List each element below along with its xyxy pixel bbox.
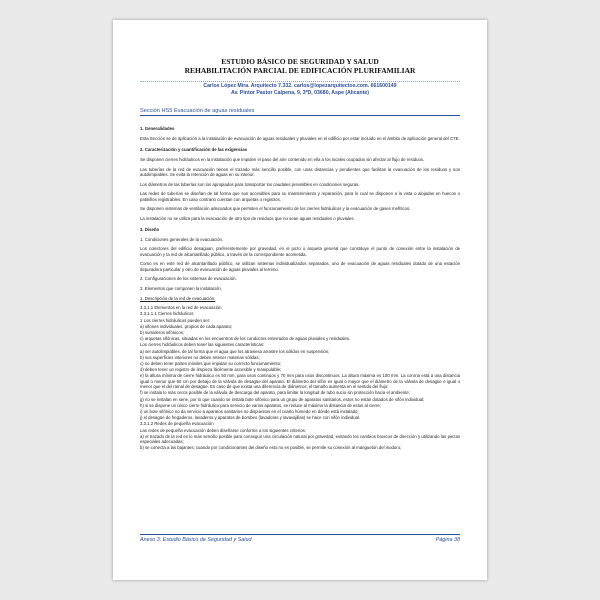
paragraph: Esta Sección se de aplicación a la instalación de evacuación de aguas residuales y pluviales en el edificio por estar incluido en el ámbito de aplicación general del CTE. — [140, 135, 460, 141]
paragraph: 3. Elementos que componen la instalación. — [140, 285, 222, 291]
paragraph: Los cierres hidráulicos deben tener las siguientes características: — [140, 342, 265, 348]
paragraph: a) el trazado de la red es lo más sencillo posible para conseguir una circulación natural por gravedad, evitando los cambios bruscos de dirección y utilizando las piezas especiales adecuadas; — [140, 433, 460, 445]
paragraph: Los diámetros de las tuberías son los apropiados para transportar los caudales previsibles en condiciones seguras. — [140, 181, 360, 187]
paragraph: La instalación no se utiliza para la evacuación de otro tipo de residuos que no sean aguas residuales o pluviales. — [140, 215, 355, 221]
paragraph: h) si se dispone un único cierre hidráulico para servicio de varios aparatos, se reduce al máximo la distancia de estos al cierre; — [140, 402, 381, 408]
paragraph: 3.3.1.2 Redes de pequeña evacuación — [140, 421, 214, 427]
paragraph: 1. Descripción de la red de evacuación. — [140, 295, 216, 301]
paragraph: c) arquetas sifónicas, situadas en los encuentros de los conductos enterrados de aguas pluviales y residuales. — [140, 336, 351, 342]
paragraph: d) deben tener un registro de limpieza fácilmente accesible y manipulable; — [140, 367, 282, 373]
paragraph: g) no se instalan en serie, por lo que cuando se instala bote sifónico para un grupo de aparatos sanitarios, estos no están dotados de sifón individual; — [140, 396, 425, 402]
paragraph: Las redes de tuberías se diseñan de tal forma que son accesibles para su mantenimiento y reparación, para lo cual se disponen a la vista o alojadas en huecos o patinillos registrables. En caso contrario cuentan con arquetas o registros. — [140, 191, 460, 202]
title-line-1: ESTUDIO BÁSICO DE SEGURIDAD Y SALUD — [221, 57, 379, 66]
paragraph: e) la altura mínima de cierre hidráulico es 50 mm, para usos continuos y 70 mm para usos discontinuos. La altura máxima es 100 mm. La corona está a una distancia igual o menor que 60 cm por debajo de la válvula de desagüe del aparato. El diámetro del sifón es igual o mayor que el diámetro de la válvula de desagüe e igual o menor que el del ramal de desagüe. En caso de que exista una diferencia de diámetros, el tamaño aumenta en el sentido del flujo; — [140, 373, 460, 390]
document-title — [140, 58, 460, 75]
author-block — [140, 81, 460, 96]
page-footer — [140, 534, 460, 543]
paragraph: b) sus superficies interiores no deben retener materias sólidas; — [140, 354, 260, 360]
section-heading: 3. Diseño — [140, 227, 160, 233]
author-line-1: Carlos López Mira. Arquitecto 7.332. carlos@lopezarquitectos.com. 661600149 — [203, 83, 397, 90]
section-heading: 2. Caracterización y cuantificación de las exigencias — [140, 147, 247, 153]
paragraph: Se disponen sistemas de ventilación adecuados que permiten el funcionamiento de los cierres hidráulicos y la evacuación de gases mefíticos. — [140, 206, 411, 212]
paragraph: 2. Configuraciones de los sistemas de evacuación. — [140, 276, 237, 282]
paragraph: a) ser autolimpiables, de tal forma que el agua que los atraviesa arrastre los sólidos en suspensión; — [140, 348, 330, 354]
paragraph: i) un bote sifónico no da servicio a aparatos sanitarios no dispuestos en el cuarto húmedo en dónde está instalado; — [140, 408, 359, 414]
page-content — [140, 58, 460, 452]
paragraph: Las tuberías de la red de evacuación tienen el trazado más sencillo posible, con unas distancias y pendientes que facilitan la evacuación de los residuos y son autolimpiables. Se evita la retención de aguas en su interior. — [140, 166, 460, 177]
paragraph: f) se instala lo más cerca posible de la válvula de descarga del aparato, para limitar la longitud de tubo sucio sin protección hacia el ambiente; — [140, 390, 410, 396]
footer-left: Anexo 3: Estudio Básico de Seguridad y Salud — [140, 537, 252, 543]
section-title: Sección HS5 Evacuación de aguas residuales — [140, 108, 460, 116]
paragraph: 1 Los cierres hidráulicos pueden ser: — [140, 317, 211, 323]
section-heading: 1. Generalidades — [140, 126, 175, 132]
paragraph: c) no deben tener partes móviles que impidan su correcto funcionamiento; — [140, 360, 282, 366]
paragraph: b) se conecta a las bajantes; cuando por condicionantes del diseño esto no es posible, se permite su conexión al manguetón del inodoro; — [140, 445, 402, 451]
document-body — [140, 126, 460, 450]
paragraph: 1. Condiciones generales de la evacuación. — [140, 236, 224, 242]
paragraph: Las redes de pequeña evacuación deben diseñarse conforme a los siguientes criterios: — [140, 427, 307, 433]
title-line-2: REHABILITACIÓN PARCIAL DE EDIFICACIÓN PLURIFAMILIAR — [184, 65, 416, 75]
paragraph: Como es en este red de alcantarillado público, se utilizan sistemas individualizados separados, uno de evacuación de aguas residuales dotado de una estación depuradora particular y otro de evacuación de aguas pluviales al terreno. — [140, 261, 460, 272]
paragraph: Los colectores del edificio desaguan, preferentemente por gravedad, en el pozo o arqueta general que constituye el punto de conexión entre la instalación de evacuación y la red de alcantarillado público, a través de la correspondiente acometida. — [140, 246, 460, 257]
paragraph: Se disponen cierres hidráulicos en la instalación que impiden el paso del aire contenido en ella a los locales ocupados sin afectar al flujo de residuos. — [140, 156, 425, 162]
document-page — [113, 20, 487, 580]
footer-page-number: Página 38 — [435, 537, 460, 543]
paragraph: b) sumideros sifónicos; — [140, 329, 184, 335]
paragraph: a) sifones individuales, propios de cada aparato; — [140, 323, 233, 329]
paragraph: j) el desagüe de fregaderos, lavaderos y aparatos de bombeo (lavadoras y lavavajillas) se hace con sifón individual. — [140, 415, 361, 421]
paragraph: 3.3.1.1 Elementos en la red de evacuación — [140, 305, 222, 311]
author-line-2: Av. Pintor Pastor Calpena, 9, 3ºD, 03680, Aspe (Alicante) — [230, 89, 370, 96]
paragraph: 3.3.1.1.1 Cierres hidráulicos — [140, 311, 194, 317]
